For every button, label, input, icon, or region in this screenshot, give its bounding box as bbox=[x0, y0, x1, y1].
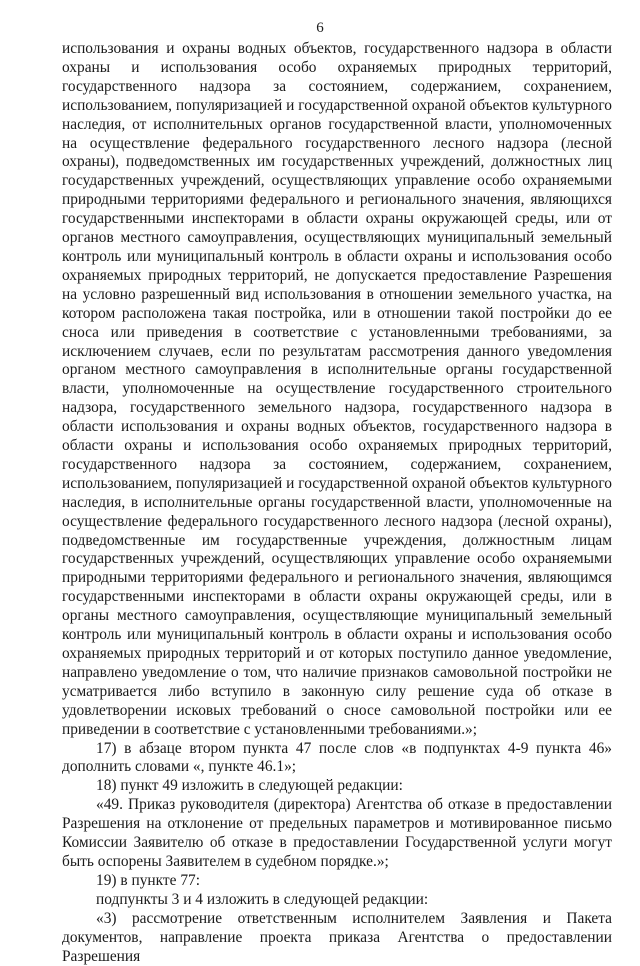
paragraph-subitem-3-text: «3) рассмотрение ответственным исполнителем Заявления и Пакета документов, направление проекта приказа Агентства о предоставлении Разрешения bbox=[62, 909, 612, 965]
paragraph-item-49-text: «49. Приказ руководителя (директора) Агентства об отказе в предоставлении Разрешения на отклонение от предельных параметров и мотивированное письмо Комиссии Заявителю об отказе в предоставлении Государственной услуги могут быть оспорены Заявителем в судебном порядке.»; bbox=[62, 796, 612, 870]
document-body bbox=[62, 40, 612, 966]
page-number: 6 bbox=[316, 20, 324, 36]
paragraph-item-19: 19) в пункте 77: bbox=[96, 871, 200, 889]
paragraph-continuation: использования и охраны водных объектов, государственного надзора в области охраны и использования особо охраняемых природных территорий, государственного надзора за состоянием, содержанием, сохранением, использованием, популяризацией и государственной охраной объектов культурного наследия, от исполнительных органов государственной власти, уполномоченных на осуществление федерального государственного лесного надзора (лесной охраны), подведомственных им государственных учреждений, должностных лиц государственных учреждений, осуществляющих управление особо охраняемыми природными территориями федерального и регионального значения, являющихся государственными инспекторами в области охраны окружающей среды, или от органов местного самоуправления, осуществляющих муниципальный земельный контроль или муниципальный контроль в области охраны и использования особо охраняемых природных территорий, не допускается предоставление Разрешения на условно разрешенный вид использования в отношении земельного участка, на котором расположена такая постройка, или в отношении такой постройки до ее сноса или приведения в соответствие с установленными требованиями, за исключением случаев, если по результатам рассмотрения данного уведомления органом местного самоуправления в исполнительные органы государственной власти, уполномоченные на осуществление государственного строительного надзора, государственного земельного надзора, государственного надзора в области использования и охраны водных объектов, государственного надзора в области охраны и использования особо охраняемых природных территорий, государственного надзора за состоянием, содержанием, сохранением, использованием, популяризацией и государственной охраной объектов культурного наследия, в исполнительные органы государственной власти, уполномоченные на осуществление федерального государственного лесного надзора (лесной охраны), подведомственные им государственные учреждения, должностным лицам государственных учреждений, осуществляющих управление особо охраняемыми природными территориями федерального и регионального значения, являющимся государственными инспекторами в области охраны окружающей среды, или в органы местного самоуправления, осуществляющие муниципальный земельный контроль или муниципальный контроль в области охраны и использования особо охраняемых природных территорий и от которых поступило данное уведомление, направлено уведомление о том, что наличие признаков самовольной постройки не усматривается либо вступило в законную силу решение суда об отказе в удовлетворении исковых требований о сносе самовольной постройки или ее приведении в соответствие с установленными требованиями.»; bbox=[62, 40, 612, 738]
paragraph-item-18: 18) пункт 49 изложить в следующей редакции: bbox=[96, 777, 403, 795]
paragraph-item-17: 17) в абзаце втором пункта 47 после слов «в подпунктах 4-9 пункта 46» дополнить словами «, пункте 46.1»; bbox=[62, 739, 612, 776]
paragraph-subitems-3-4: подпункты 3 и 4 изложить в следующей редакции: bbox=[96, 890, 429, 908]
